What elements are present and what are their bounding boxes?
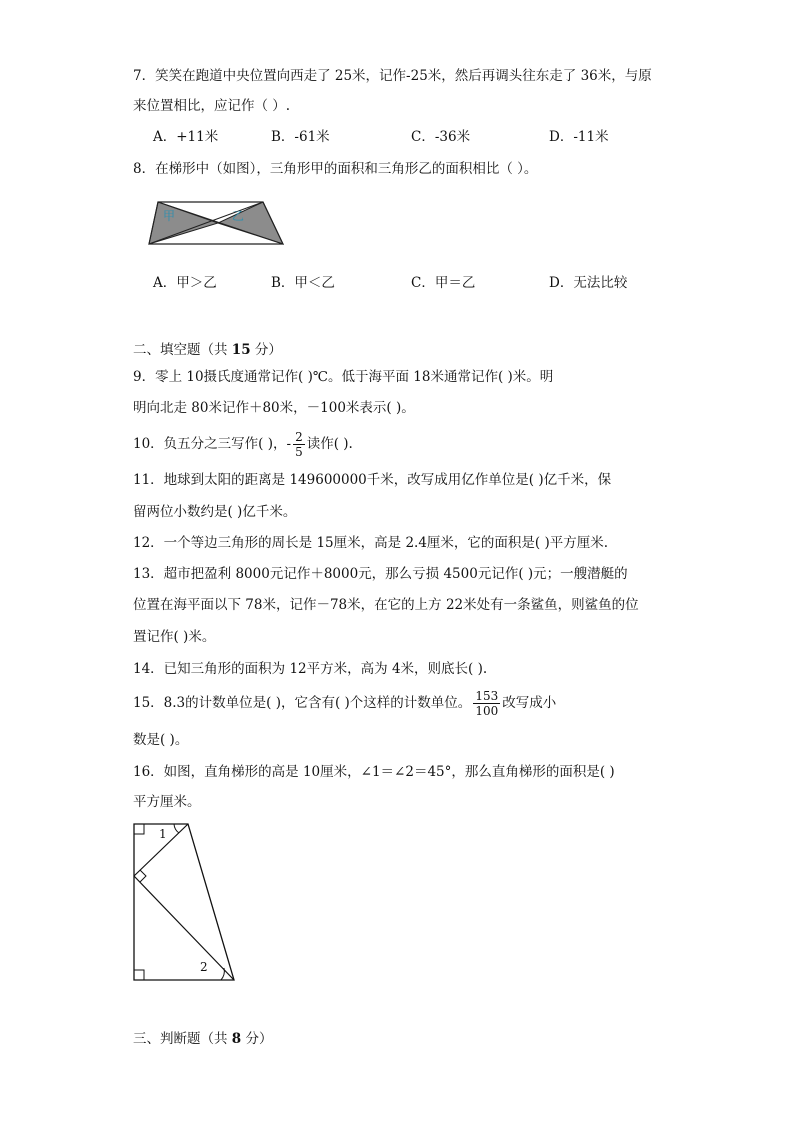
q7-line2: 来位置相比，应记作（ ）. (133, 98, 291, 114)
q15-line1: 15．8.3的计数单位是( )，它含有( )个这样的计数单位。 $\frac{153}{100}$ 改写成小 (133, 689, 557, 718)
angle-1-label: 1 (159, 827, 167, 841)
q13-line2: 位置在海平面以下 78米，记作－78米，在它的上方 22米处有一条鲨鱼，则鲨鱼的位 (133, 597, 639, 613)
q7-option-c[interactable]: C．-36米 (411, 129, 471, 145)
q16-line2: 平方厘米。 (133, 794, 201, 810)
label-yi: 乙 (232, 209, 245, 223)
q15-fraction: $\frac{153}{100}$ (475, 689, 499, 718)
q8-option-c[interactable]: C．甲＝乙 (411, 275, 476, 291)
section3-heading: 三、判断题（共 8 分） (133, 1031, 273, 1047)
angle-2-label: 2 (200, 960, 208, 974)
q10-fraction: $\frac{2}{5}$ (295, 430, 303, 459)
q7-option-d[interactable]: D．-11米 (549, 129, 609, 145)
q8-option-d[interactable]: D．无法比较 (549, 275, 628, 291)
trapezoid-outline (134, 824, 234, 980)
q8-option-a[interactable]: A．甲＞乙 (153, 275, 217, 291)
section3-points: 8 (231, 1031, 242, 1047)
triangle-jia (149, 202, 218, 244)
q13-line3: 置记作( )米。 (133, 629, 216, 645)
q9-line1: 9．零上 10摄氏度通常记作( )℃。低于海平面 18米通常记作( )米。明 (133, 369, 554, 385)
q16-line1: 16．如图，直角梯形的高是 10厘米，∠1＝∠2＝45°，那么直角梯形的面积是( ) (133, 764, 615, 780)
q7-line1: 7．笑笑在跑道中央位置向西走了 25米，记作-25米，然后再调头往东走了 36米，与原 (133, 68, 652, 84)
q13-line1: 13．超市把盈利 8000元记作＋8000元，那么亏损 4500元记作( )元；一艘潜艇的 (133, 566, 628, 582)
q14-line1: 14．已知三角形的面积为 12平方米，高为 4米，则底长( ). (133, 661, 488, 677)
q9-line2: 明向北走 80米记作＋80米，－100米表示( )。 (133, 400, 415, 416)
q15-line2: 数是( )。 (133, 732, 189, 748)
label-jia: 甲 (163, 209, 176, 223)
right-trapezoid-figure (128, 818, 243, 988)
q11-line2: 留两位小数约是( )亿千米。 (133, 504, 297, 520)
q8-line1: 8．在梯形中（如图），三角形甲的面积和三角形乙的面积相比（ ）。 (133, 161, 538, 177)
trapezoid-figure (146, 198, 286, 248)
q10-line: 10．负五分之三写作( )，- $\frac{2}{5}$ 读作( ). (133, 430, 353, 459)
q7-option-b[interactable]: B．-61米 (271, 129, 330, 145)
section2-heading: 二、填空题（共 15 分） (133, 342, 282, 358)
section2-points: 15 (231, 342, 251, 358)
q7-option-a[interactable]: A．+11米 (153, 129, 219, 145)
q12-line1: 12．一个等边三角形的周长是 15厘米，高是 2.4厘米，它的面积是( )平方厘米. (133, 535, 609, 551)
q11-line1: 11．地球到太阳的距离是 149600000千米，改写成用亿作单位是( )亿千米，保 (133, 472, 612, 488)
q8-option-b[interactable]: B．甲＜乙 (271, 275, 335, 291)
